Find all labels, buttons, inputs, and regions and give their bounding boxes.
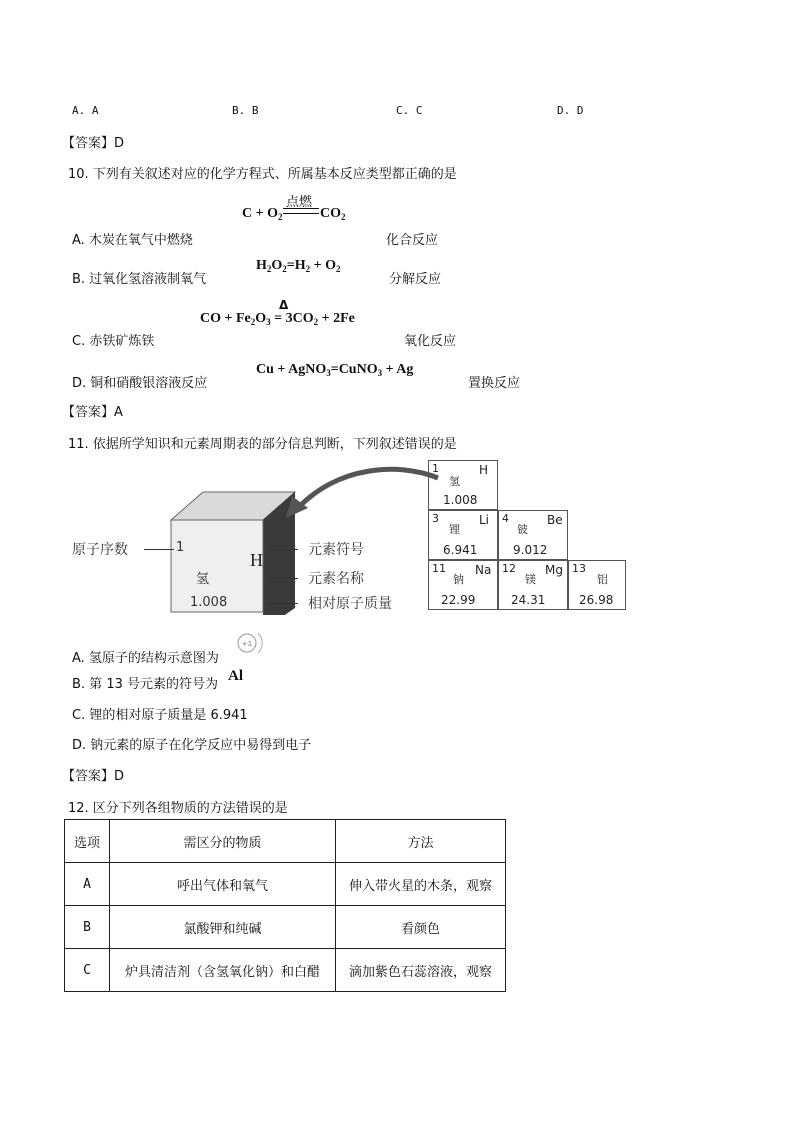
q9-option-a: A. A [72, 104, 99, 117]
q11-option-d: D. 钠元素的原子在化学反应中易得到电子 [72, 738, 312, 753]
label-name: 元素名称 [308, 571, 364, 587]
pt-name: 铝 [597, 573, 608, 586]
pt-cell-13 [568, 560, 626, 610]
q11-option-c: C. 锂的相对原子质量是 6.941 [72, 708, 248, 723]
table-header-row [65, 820, 506, 863]
q9-option-b: B. B [232, 104, 259, 117]
pt-mass: 1.008 [443, 493, 478, 507]
table-cell: 滴加紫色石蕊溶液，观察 [336, 949, 506, 992]
table-row [65, 906, 506, 949]
q11-option-b: B. 第 13 号元素的符号为 [72, 677, 218, 692]
pt-sym: Be [547, 513, 563, 527]
q11-stem: 11. 依据所学知识和元素周期表的部分信息判断，下列叙述错误的是 [68, 437, 457, 452]
q10-eq-c: CO + $Fe_2O_3 = 3CO_2 + 2Fe$ [200, 311, 355, 327]
table-cell: 氯酸钾和纯碱 [110, 906, 336, 949]
q10-eq-a: $C + O_2$ [242, 206, 283, 222]
cube-number: 1 [176, 540, 185, 555]
table-row [65, 949, 506, 992]
q9-answer: 【答案】D [62, 136, 125, 151]
table-row [65, 863, 506, 906]
q9-option-d: D. D [557, 104, 584, 117]
q10-option-a: A. 木炭在氧气中燃烧 [72, 233, 193, 248]
pt-mass: 6.941 [443, 543, 478, 557]
cube-name: 氢 [196, 572, 210, 587]
q10-option-a-type: 化合反应 [386, 233, 439, 248]
q10-stem: 10. 下列有关叙述对应的化学方程式、所属基本反应类型都正确的是 [68, 167, 457, 182]
pt-num: 13 [572, 562, 586, 575]
q10-option-d: D. 铜和硝酸银溶液反应 [72, 376, 208, 391]
label-atomic-number: 原子序数 [72, 542, 128, 558]
atomic-number-leader [144, 549, 174, 550]
pt-sym: H [479, 463, 489, 477]
q10-eq-a-product: $CO_2$ [320, 206, 346, 222]
pt-name: 氢 [449, 475, 460, 488]
pt-name: 镁 [525, 573, 536, 586]
q10-option-b: B. 过氧化氢溶液制氧气 [72, 272, 207, 287]
table-cell: C [65, 949, 110, 992]
pt-mass: 9.012 [513, 543, 548, 557]
pt-num: 12 [502, 562, 516, 575]
q10-option-c: C. 赤铁矿炼铁 [72, 334, 155, 349]
q11-answer: 【答案】D [62, 769, 125, 784]
q10-eq-c-condition: Δ [279, 298, 289, 312]
pt-cell-4 [498, 510, 568, 560]
nucleus-charge-label: +1 [241, 640, 253, 648]
q12-stem: 12. 区分下列各组物质的方法错误的是 [68, 801, 288, 816]
pt-sym: Na [475, 563, 492, 577]
q9-option-c: C. C [396, 104, 423, 117]
q11-option-a: A. 氢原子的结构示意图为 [72, 651, 219, 666]
curved-arrow-icon [278, 460, 448, 520]
pt-mass: 26.98 [579, 593, 614, 607]
q10-answer: 【答案】A [62, 405, 123, 420]
q10-eq-a-condition: 点燃 [286, 195, 313, 210]
hydrogen-atom-diagram [234, 628, 264, 658]
pt-cell-1 [428, 460, 498, 510]
header-cell: 选项 [65, 820, 110, 863]
pt-mass: 24.31 [511, 593, 546, 607]
header-cell: 方法 [336, 820, 506, 863]
q10-option-b-type: 分解反应 [389, 272, 442, 287]
q10-eq-a-equals [283, 208, 319, 214]
label-symbol: 元素符号 [308, 542, 364, 558]
pt-name: 铍 [517, 523, 528, 536]
pt-num: 4 [502, 512, 509, 525]
label-mass: 相对原子质量 [308, 596, 392, 612]
q11-option-b-formula: Al [228, 668, 243, 684]
q10-option-c-type: 氧化反应 [404, 334, 457, 349]
cube-symbol: H [250, 550, 263, 570]
pt-num: 3 [432, 512, 439, 525]
pt-num: 1 [432, 462, 439, 475]
table-cell: 看颜色 [336, 906, 506, 949]
table-cell: A [65, 863, 110, 906]
header-cell: 需区分的物质 [110, 820, 336, 863]
cube-mass: 1.008 [190, 595, 228, 610]
mass-leader [268, 603, 298, 604]
q10-eq-d: Cu + AgNO$_3$=CuNO$_3$ + Ag [256, 362, 414, 378]
pt-cell-11 [428, 560, 498, 610]
table-cell: 炉具清洁剂（含氢氧化钠）和白醋 [110, 949, 336, 992]
q10-option-d-type: 置换反应 [468, 376, 521, 391]
name-leader [268, 578, 298, 579]
periodic-table-figure [68, 460, 628, 615]
q10-eq-b: $H_2O_2=H_2 + O_2$ [256, 258, 341, 274]
pt-num: 11 [432, 562, 446, 575]
pt-name: 锂 [449, 523, 460, 536]
pt-cell-12 [498, 560, 568, 610]
pt-mass: 22.99 [441, 593, 476, 607]
q12-table [64, 819, 506, 992]
pt-sym: Li [479, 513, 490, 527]
table-cell: 伸入带火星的木条，观察 [336, 863, 506, 906]
symbol-leader [268, 549, 298, 550]
table-cell: B [65, 906, 110, 949]
pt-name: 钠 [453, 573, 464, 586]
pt-cell-3 [428, 510, 498, 560]
table-cell: 呼出气体和氧气 [110, 863, 336, 906]
pt-sym: Mg [545, 563, 563, 577]
